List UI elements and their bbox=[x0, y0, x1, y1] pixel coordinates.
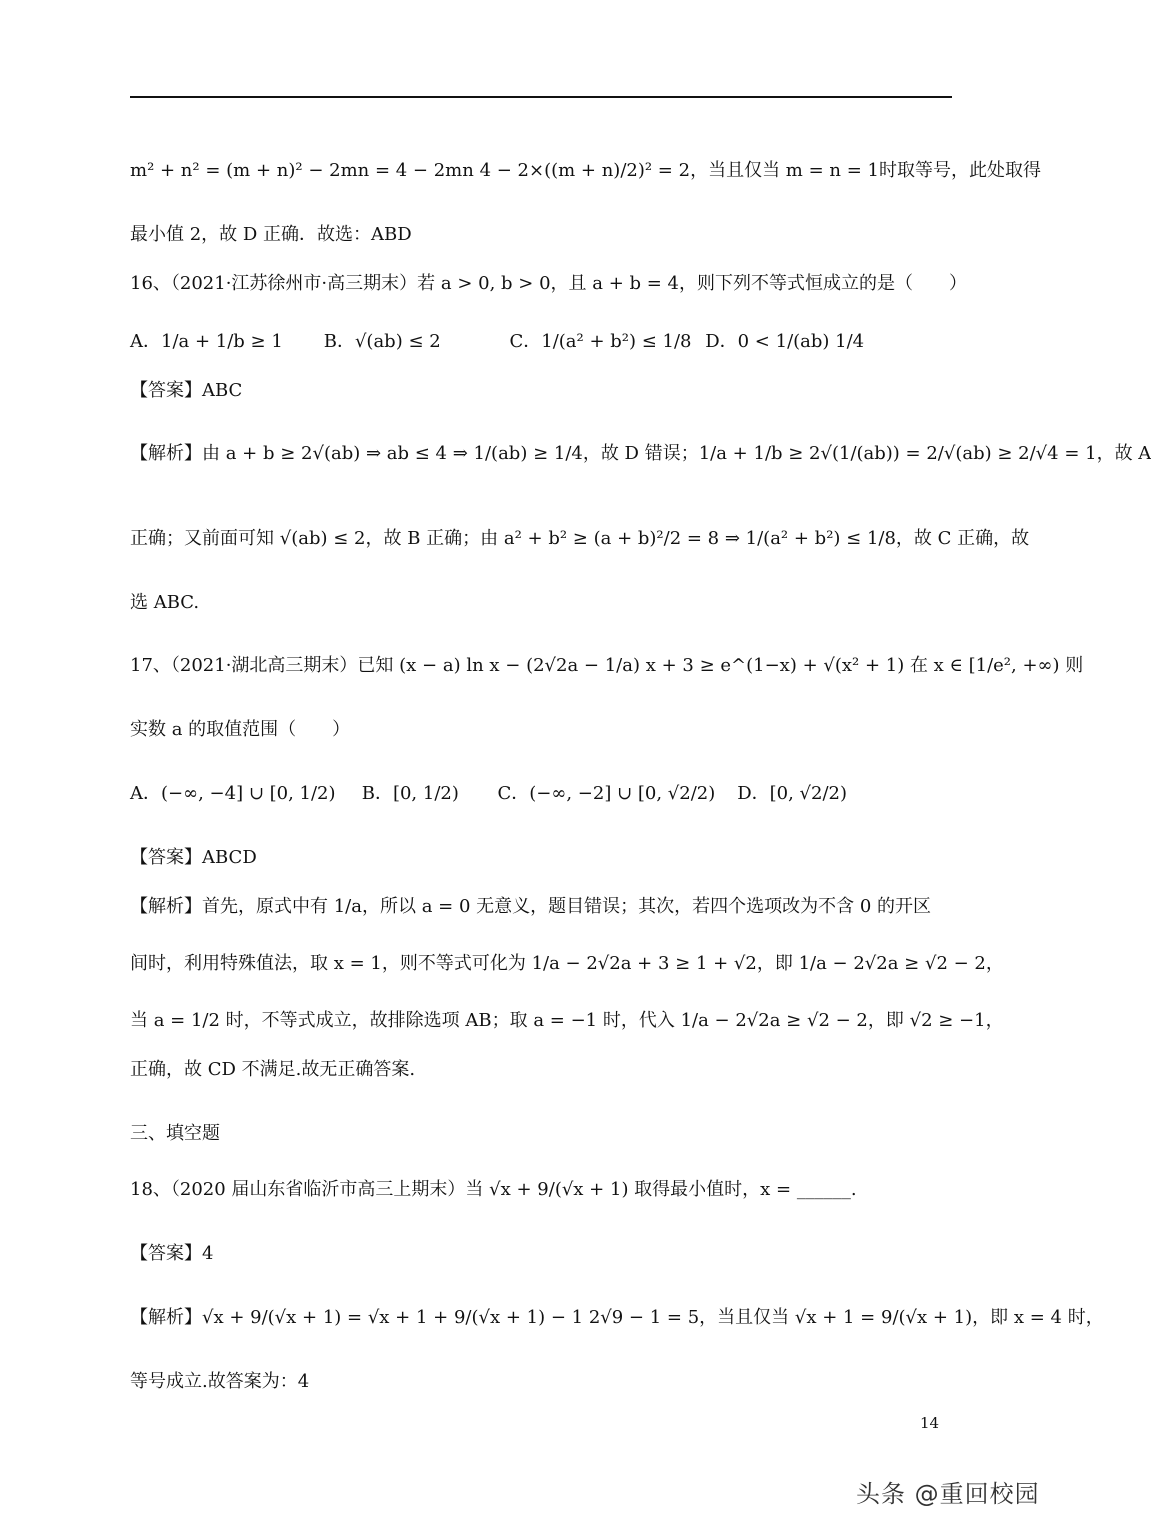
solution-16-line-2: 正确；又前面可知 √(ab) ≤ 2，故 B 正确；由 a² + b² ≥ (a + b)²/2 = 8 ⇒ 1/(a² + b²) ≤ 1/8，故 C 正确，故 bbox=[130, 528, 1030, 549]
page-number: 14 bbox=[920, 1414, 940, 1432]
solution-17-line-1: 【解析】首先，原式中有 1/a，所以 a = 0 无意义，题目错误；其次，若四个选项改为不含 0 的开区 bbox=[130, 896, 932, 917]
section-heading: 三、填空题 bbox=[130, 1123, 220, 1144]
answer-18: 【答案】4 bbox=[130, 1243, 214, 1264]
solution-line-1: m² + n² = (m + n)² − 2mn = 4 − 2mn 4 − 2×((m + n)/2)² = 2，当且仅当 m = n = 1时取等号，此处取得 bbox=[130, 160, 1041, 181]
option-c: C．1/(a² + b²) ≤ 1/8 bbox=[509, 331, 692, 352]
option-a: A．1/a + 1/b ≥ 1 bbox=[130, 331, 283, 352]
question-18: 18、（2020 届山东省临沂市高三上期末）当 √x + 9/(√x + 1) 取得最小值时，x = ______. bbox=[130, 1179, 857, 1200]
solution-18-line-1: 【解析】√x + 9/(√x + 1) = √x + 1 + 9/(√x + 1) − 1 2√9 − 1 = 5，当且仅当 √x + 1 = 9/(√x + 1)，即 x = 4 时， bbox=[130, 1307, 1104, 1328]
option-d: D．[0, √2/2) bbox=[737, 783, 848, 804]
header-rule bbox=[130, 96, 952, 98]
question-16-options bbox=[130, 328, 952, 356]
question-17-options bbox=[130, 780, 952, 808]
solution-17-line-4: 正确，故 CD 不满足.故无正确答案. bbox=[130, 1059, 416, 1080]
question-17: 17、（2021·湖北高三期末）已知 (x − a) ln x − (2√2a − 1/a) x + 3 ≥ e^(1−x) + √(x² + 1) 在 x ∈ [1/e², +∞) 则 bbox=[130, 655, 1084, 676]
option-d: D．0 < 1/(ab) 1/4 bbox=[705, 331, 865, 352]
option-c: C．(−∞, −2] ∪ [0, √2/2) bbox=[497, 783, 716, 804]
solution-17-line-3: 当 a = 1/2 时，不等式成立，故排除选项 AB；取 a = −1 时，代入 1/a − 2√2a ≥ √2 − 2，即 √2 ≥ −1， bbox=[130, 1010, 1004, 1031]
option-a: A．(−∞, −4] ∪ [0, 1/2) bbox=[130, 783, 336, 804]
question-16: 16、（2021·江苏徐州市·高三期末）若 a > 0, b > 0，且 a + b = 4，则下列不等式恒成立的是（ ） bbox=[130, 273, 968, 294]
solution-16-line-3: 选 ABC. bbox=[130, 592, 200, 613]
option-b: B．√(ab) ≤ 2 bbox=[323, 331, 441, 352]
watermark: 头条 @重回校园 bbox=[856, 1480, 1040, 1508]
solution-17-line-2: 间时，利用特殊值法，取 x = 1，则不等式可化为 1/a − 2√2a + 3 ≥ 1 + √2，即 1/a − 2√2a ≥ √2 − 2， bbox=[130, 953, 1004, 974]
answer-16: 【答案】ABC bbox=[130, 380, 243, 401]
question-17-line-2: 实数 a 的取值范围（ ） bbox=[130, 719, 351, 740]
solution-18-line-2: 等号成立.故答案为：4 bbox=[130, 1371, 310, 1392]
option-b: B．[0, 1/2) bbox=[361, 783, 459, 804]
solution-16-line-1: 【解析】由 a + b ≥ 2√(ab) ⇒ ab ≤ 4 ⇒ 1/(ab) ≥ 1/4，故 D 错误；1/a + 1/b ≥ 2√(1/(ab)) = 2/√(ab) ≥ 2/√4 = 1，故 A bbox=[130, 443, 1151, 464]
solution-line-2: 最小值 2，故 D 正确．故选：ABD bbox=[130, 224, 412, 245]
answer-17: 【答案】ABCD bbox=[130, 847, 257, 868]
